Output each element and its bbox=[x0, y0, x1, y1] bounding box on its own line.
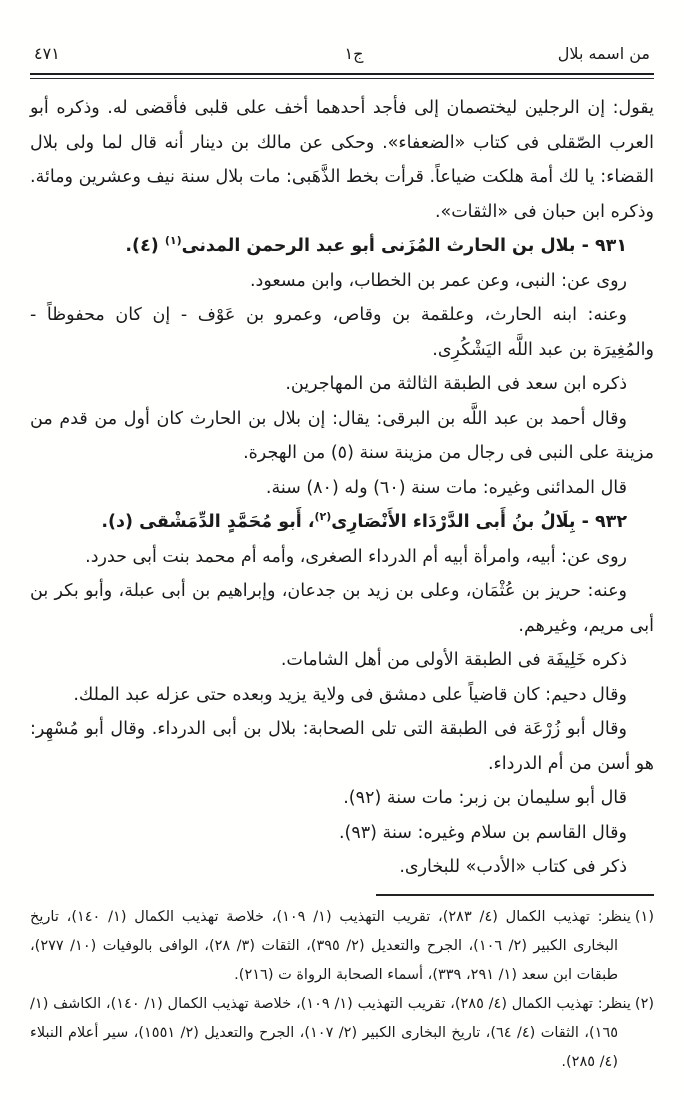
footnote-1 bbox=[30, 903, 654, 990]
entry-932-heading-text: ٩٣٢ - بِلَالُ بنُ أَبى الدَّرْدَاء الأَنْصَارِى bbox=[331, 512, 627, 532]
footnote-1-text: ينظر: تهذيب الكمال (٤/ ٢٨٣)، تقريب التهذيب (١/ ١٠٩)، خلاصة تهذيب الكمال (١/ ١٤٠)، تاريخ البخارى الكبير (٢/ ١٠٦)، الجرح والتعديل (٢/ ٣٩٥)، الثقات (٣/ ٢٨)، الوافى بالوفيات (١٠/ ٢٧٧)، طبقات ابن سعد (١/ ٢٩١، ٣٣٩)، أسماء الصحابة الرواة ت (٢١٦). bbox=[30, 908, 631, 983]
entry-932-heading-suffix: ، أَبو مُحَمَّدٍ الدِّمَشْقى (د). bbox=[101, 512, 315, 532]
entry-931-paragraph: ذكره ابن سعد فى الطبقة الثالثة من المهاجرين. bbox=[285, 374, 627, 394]
intro-paragraph: يقول: إن الرجلين ليختصمان إلى فأجد أحدهما أخف على قلبى فأقضى له. وذكره أبو العرب الصّقلى فى كتاب «الضعفاء». وحكى عن مالك بن دينار أنه قال لما ولى بلال القضاء: يا لك أمة هلكت ضياعاً. قرأت بخط الذَّهَبى: مات بلال سنة نيف وعشرين ومائة. وذكره ابن حبان فى «الثقات». bbox=[30, 98, 654, 222]
entry-931-paragraph: وعنه: ابنه الحارث، وعلقمة بن وقاص، وعمرو بن عَوْف - إن كان محفوظاً - والمُغِيرَة بن عبد اللَّه اليَشْكُرِى. bbox=[30, 305, 654, 360]
entry-931-paragraph: وقال أحمد بن عبد اللَّه بن البرقى: يقال: إن بلال بن الحارث كان أول من قدم من مزينة على النبى فى رجال من مزينة سنة (٥) من الهجرة. bbox=[30, 408, 654, 463]
entry-932-paragraph: قال أبو سليمان بن زبر: مات سنة (٩٢). bbox=[343, 788, 627, 808]
entry-932-heading bbox=[30, 505, 654, 540]
footnote-ref-1: (١) bbox=[164, 234, 182, 248]
footnote-2-text: ينظر: تهذيب الكمال (٤/ ٢٨٥)، تقريب التهذيب (١/ ١٠٩)، خلاصة تهذيب الكمال (١/ ١٤٠)، الكاشف (١/ ١٦٥)، الثقات (٤/ ٦٤)، تاريخ البخارى الكبير (٢/ ١٠٧)، الجرح والتعديل (٢/ ١٥٥١)، سير أعلام النبلاء (٤/ ٢٨٥). bbox=[30, 995, 631, 1070]
entry-931-paragraph: قال المدائنى وغيره: مات سنة (٦٠) وله (٨٠) سنة. bbox=[265, 477, 627, 498]
footnote-2-marker: (٢) bbox=[634, 995, 655, 1012]
footnote-ref-2: (٢) bbox=[314, 510, 332, 524]
header-page-number: ٤٧١ bbox=[34, 44, 60, 63]
footnote-1-marker: (١) bbox=[634, 908, 654, 925]
entry-931-heading-suffix: (٤). bbox=[125, 236, 165, 256]
page-body bbox=[30, 91, 654, 885]
header-double-rule bbox=[30, 73, 654, 79]
entry-931-heading-text: ٩٣١ - بلال بن الحارث المُزَنى أبو عبد الرحمن المدنى bbox=[181, 236, 627, 256]
entry-932-paragraph: وقال القاسم بن سلام وغيره: سنة (٩٣). bbox=[338, 822, 627, 843]
entry-931-paragraph: روى عن: النبى، وعن عمر بن الخطاب، وابن مسعود. bbox=[249, 270, 627, 291]
entry-932-paragraph: ذكر فى كتاب «الأدب» للبخارى. bbox=[399, 857, 627, 877]
entry-932-paragraph: ذكره خَلِيفَة فى الطبقة الأولى من أهل الشامات. bbox=[280, 650, 627, 670]
entry-932-paragraph: روى عن: أبيه، وامرأة أبيه أم الدرداء الصغرى، وأمه أم محمد بنت أبى حدرد. bbox=[85, 546, 627, 567]
footnote-2 bbox=[30, 990, 654, 1077]
entry-932-paragraph: وقال أبو زُرْعَة فى الطبقة التى تلى الصحابة: بلال بن أبى الدرداء. وقال أبو مُسْهِر: هو أسن من أم الدرداء. bbox=[30, 719, 654, 774]
header-section-title: من اسمه بلال bbox=[557, 44, 650, 63]
header-volume-label: ج١ bbox=[344, 44, 364, 63]
entry-931-heading bbox=[30, 229, 654, 264]
footnotes-section bbox=[30, 903, 654, 1077]
footnote-separator-rule bbox=[376, 894, 654, 896]
entry-932-paragraph: وقال دحيم: كان قاضياً على دمشق فى ولاية يزيد وبعده حتى عزله عبد الملك. bbox=[73, 684, 627, 705]
entry-932-paragraph: وعنه: حريز بن عُثْمَان، وعلى بن زيد بن جدعان، وإبراهيم بن أبى عبلة، وأبو بكر بن أبى مريم، وغيرهم. bbox=[30, 581, 654, 636]
page-header bbox=[30, 44, 654, 63]
